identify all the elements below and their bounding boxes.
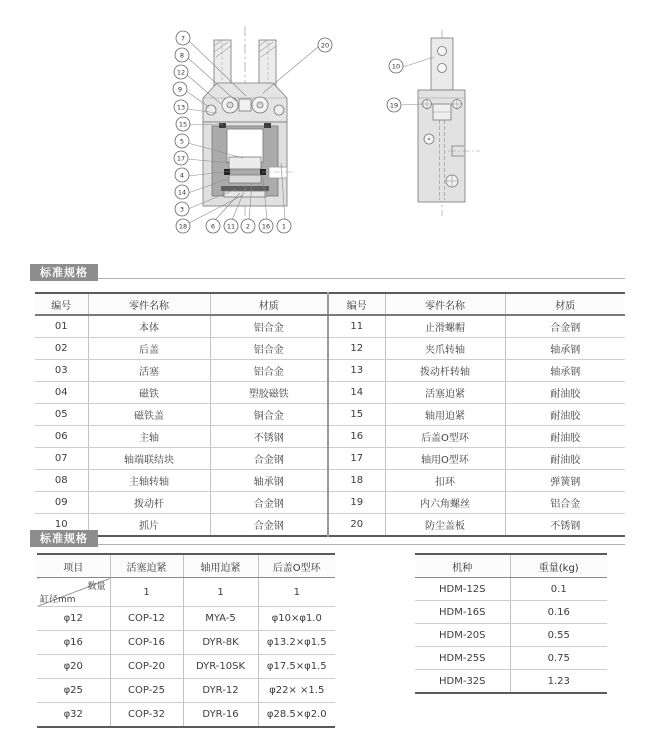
cell: 19 [328, 492, 385, 514]
cell: 18 [328, 470, 385, 492]
cell: 轴承钢 [505, 360, 625, 382]
cell: 11 [328, 315, 385, 338]
cell: 0.16 [510, 601, 607, 624]
cell: 06 [35, 426, 88, 448]
cell: 止滑螺帽 [385, 315, 505, 338]
cell: 10 [35, 514, 88, 537]
section-title: 标准规格 [30, 264, 98, 281]
table-row [35, 426, 625, 448]
header-cell: 材质 [210, 293, 328, 315]
cell: 1 [183, 578, 258, 607]
table-row [415, 670, 607, 694]
cell: 耐油胶 [505, 448, 625, 470]
cell: 耐油胶 [505, 426, 625, 448]
header-cell: 项目 [37, 554, 110, 578]
callout-number: 11 [226, 222, 236, 231]
cell: 铜合金 [210, 404, 328, 426]
cell: 后盖O型环 [385, 426, 505, 448]
cell: 08 [35, 470, 88, 492]
cell: 1.23 [510, 670, 607, 694]
cell: 0.55 [510, 624, 607, 647]
callout-number: 14 [177, 188, 187, 197]
callout-number: 8 [179, 51, 185, 60]
cell: 13 [328, 360, 385, 382]
cell: 轴用迫紧 [385, 404, 505, 426]
cell: 拨动杆转轴 [385, 360, 505, 382]
cell: COP-25 [110, 679, 183, 703]
cell: φ28.5×φ2.0 [258, 703, 335, 728]
callout-number: 6 [210, 222, 216, 231]
cell: 05 [35, 404, 88, 426]
table-row [35, 492, 625, 514]
cell: MYA-5 [183, 607, 258, 631]
table-row [37, 703, 335, 728]
table-row [415, 578, 607, 601]
cell: HDM-16S [415, 601, 510, 624]
callout-number: 20 [320, 41, 330, 50]
header-cell: 编号 [35, 293, 88, 315]
cell: φ22× ×1.5 [258, 679, 335, 703]
gripper-section-diagram [0, 0, 653, 255]
front-view-drawing [203, 26, 294, 218]
cell: 14 [328, 382, 385, 404]
cell: 内六角螺丝 [385, 492, 505, 514]
table-row [415, 647, 607, 670]
cell: COP-32 [110, 703, 183, 728]
cell: DYR-8K [183, 631, 258, 655]
header-cell: 机种 [415, 554, 510, 578]
callout-number: 17 [176, 154, 186, 163]
cell: φ13.2×φ1.5 [258, 631, 335, 655]
cell: DYR-10SK [183, 655, 258, 679]
cell: 铝合金 [210, 315, 328, 338]
cell: φ20 [37, 655, 110, 679]
weight-table [415, 553, 607, 694]
cell: 合金钢 [210, 514, 328, 537]
diagonal-split-cell [37, 578, 110, 607]
cell: 12 [328, 338, 385, 360]
header-cell: 材质 [505, 293, 625, 315]
cell: HDM-25S [415, 647, 510, 670]
cell: 耐油胶 [505, 404, 625, 426]
header-cell: 零件名称 [385, 293, 505, 315]
cell: 07 [35, 448, 88, 470]
cell: 03 [35, 360, 88, 382]
cell: 铝合金 [210, 338, 328, 360]
cell: 01 [35, 315, 88, 338]
callout-number: 19 [389, 101, 399, 110]
cell: φ10×φ1.0 [258, 607, 335, 631]
cell: 0.75 [510, 647, 607, 670]
table-row [35, 315, 625, 338]
header-cell: 零件名称 [88, 293, 210, 315]
table-header-row [35, 293, 625, 315]
cell: 1 [110, 578, 183, 607]
cell: 夹爪转轴 [385, 338, 505, 360]
cell: 合金钢 [210, 448, 328, 470]
cell: 本体 [88, 315, 210, 338]
cell: 主轴 [88, 426, 210, 448]
callout-number: 1 [281, 222, 287, 231]
callout-number: 13 [176, 103, 186, 112]
table-row [35, 470, 625, 492]
cell: 活塞 [88, 360, 210, 382]
cell: 20 [328, 514, 385, 537]
cell: 02 [35, 338, 88, 360]
diagonal-bottom-label: 缸径mm [40, 595, 76, 605]
table-row [37, 679, 335, 703]
cell: 04 [35, 382, 88, 404]
cell: 0.1 [510, 578, 607, 601]
cell: COP-20 [110, 655, 183, 679]
section-divider [30, 261, 625, 279]
cell: DYR-16 [183, 703, 258, 728]
cell: 耐油胶 [505, 382, 625, 404]
cell: 1 [258, 578, 335, 607]
cell: 09 [35, 492, 88, 514]
cell: 磁铁 [88, 382, 210, 404]
cell: 拨动杆 [88, 492, 210, 514]
section-title: 标准规格 [30, 530, 98, 547]
callout-number: 9 [177, 85, 183, 94]
cell: 磁铁盖 [88, 404, 210, 426]
cell: 合金钢 [505, 315, 625, 338]
cell: 塑胶磁铁 [210, 382, 328, 404]
table-row [35, 404, 625, 426]
diagonal-top-label: 数量 [87, 582, 106, 592]
table-row [415, 601, 607, 624]
cell: φ17.5×φ1.5 [258, 655, 335, 679]
cell: 后盖 [88, 338, 210, 360]
cell: 轴用O型环 [385, 448, 505, 470]
callout-number: 2 [245, 222, 251, 231]
cell: 15 [328, 404, 385, 426]
cell: 弹簧钢 [505, 470, 625, 492]
cell: DYR-12 [183, 679, 258, 703]
cell: HDM-12S [415, 578, 510, 601]
callout-number: 16 [261, 222, 271, 231]
cell: 主轴转轴 [88, 470, 210, 492]
cell: COP-12 [110, 607, 183, 631]
table-row [415, 624, 607, 647]
cell: 抓片 [88, 514, 210, 537]
cell: HDM-32S [415, 670, 510, 694]
section-divider [30, 527, 625, 545]
header-cell: 后盖O型环 [258, 554, 335, 578]
cell: φ32 [37, 703, 110, 728]
cell: 16 [328, 426, 385, 448]
callout-number: 10 [391, 62, 401, 71]
table-header-row [415, 554, 607, 578]
table-row [35, 382, 625, 404]
cell: 不锈钢 [210, 426, 328, 448]
cell: 不锈钢 [505, 514, 625, 537]
callout-number: 4 [179, 171, 185, 180]
side-view-drawing [418, 30, 480, 216]
cell: 轴承钢 [505, 338, 625, 360]
table-row [35, 360, 625, 382]
callout-number: 7 [180, 34, 186, 43]
cell: 活塞迫紧 [385, 382, 505, 404]
cell: COP-16 [110, 631, 183, 655]
callout-number: 5 [179, 137, 185, 146]
cell: φ12 [37, 607, 110, 631]
callout-number: 18 [178, 222, 188, 231]
header-cell: 轴用迫紧 [183, 554, 258, 578]
callout-number: 12 [176, 68, 186, 77]
cell: 17 [328, 448, 385, 470]
cell: 铝合金 [210, 360, 328, 382]
table-header-row [37, 554, 335, 578]
cell: φ25 [37, 679, 110, 703]
cell: 防尘盖板 [385, 514, 505, 537]
cell: 轴承钢 [210, 470, 328, 492]
header-cell: 编号 [328, 293, 385, 315]
cell: HDM-20S [415, 624, 510, 647]
seals-table [37, 553, 335, 728]
cell: 轴端联结块 [88, 448, 210, 470]
table-row [35, 338, 625, 360]
table-row [37, 631, 335, 655]
cell: φ16 [37, 631, 110, 655]
cell: 扣环 [385, 470, 505, 492]
header-cell: 重量(kg) [510, 554, 607, 578]
callout-number: 15 [178, 120, 188, 129]
header-cell: 活塞迫紧 [110, 554, 183, 578]
cell: 合金钢 [210, 492, 328, 514]
table-row [37, 655, 335, 679]
parts-table [35, 292, 625, 537]
callout-number: 3 [179, 205, 185, 214]
table-row [35, 448, 625, 470]
cell: 铝合金 [505, 492, 625, 514]
table-row [37, 607, 335, 631]
quantity-row [37, 578, 335, 607]
